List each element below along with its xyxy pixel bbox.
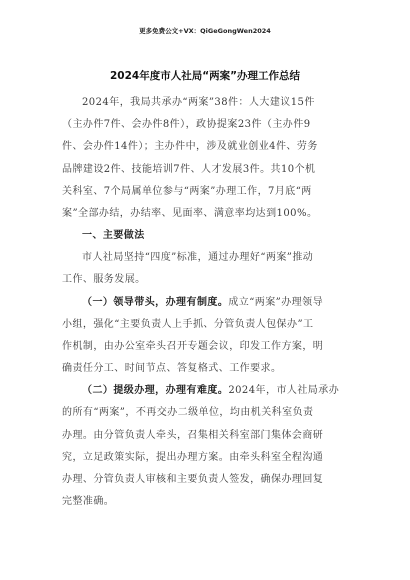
paragraph-line: 关科室、7个局属单位参与“两案”办理工作，7月底“两: [62, 186, 312, 197]
paragraph-line: 作机制，由办公室牵头召开专题会议，印发工作方案，明: [62, 341, 324, 352]
paragraph-line: [82, 384, 339, 397]
paragraph-text: 2024年，市人社局承办: [228, 385, 340, 396]
paragraph-line: 2024年，我局共承办“两案”38件：人大建议15件: [82, 97, 315, 108]
paragraph-line: 完整准确。: [62, 496, 115, 507]
paragraph-line: 案”全部办结，办结率、见面率、满意率均达到100%。: [62, 208, 318, 219]
paragraph-line: 工作、服务发展。: [62, 274, 146, 285]
document-title: 2024年度市人社局“两案”办理工作总结: [109, 70, 301, 82]
paragraph-line: 品牌建设2件、技能培训7件、人才发展3件。共10个机: [62, 164, 316, 175]
paragraph-text: 成立“两案”办理领导: [228, 297, 324, 308]
paragraph-line: 办理、分管负责人审核和主要负责人签发，确保办理回复: [62, 474, 324, 485]
paragraph-line: （主办件7件、会办件8件），政协提案23件（主办件9: [62, 119, 311, 130]
subsection-heading: （一）领导带头，办理有制度。: [82, 297, 229, 308]
paragraph-line: 的所有“两案”，不再交办二级单位，均由机关科室负责: [62, 407, 314, 418]
header-note: 更多免费公文+VX：QiGeGongWen2024: [139, 27, 271, 35]
subsection-heading: （二）提级办理，办理有难度。: [82, 385, 229, 396]
paragraph-line: 确责任分工、时间节点、答复格式、工作要求。: [62, 363, 282, 374]
paragraph-line: 市人社局坚持“四度”标准，通过办理好“两案”推动: [82, 252, 314, 263]
paragraph-line: [82, 296, 323, 309]
paragraph-line: 究，立足政策实际，提出办理方案。由牵头科室全程沟通: [62, 452, 324, 463]
section-heading: 一、主要做法: [82, 230, 145, 241]
paragraph-line: 办理。由分管负责人牵头，召集相关科室部门集体会商研: [62, 430, 324, 441]
paragraph-line: 小组，强化“主要负责人上手抓、分管负责人包保办”工: [62, 319, 314, 330]
paragraph-line: 件、会办件14件）；主办件中，涉及就业创业4件、劳务: [62, 141, 318, 152]
